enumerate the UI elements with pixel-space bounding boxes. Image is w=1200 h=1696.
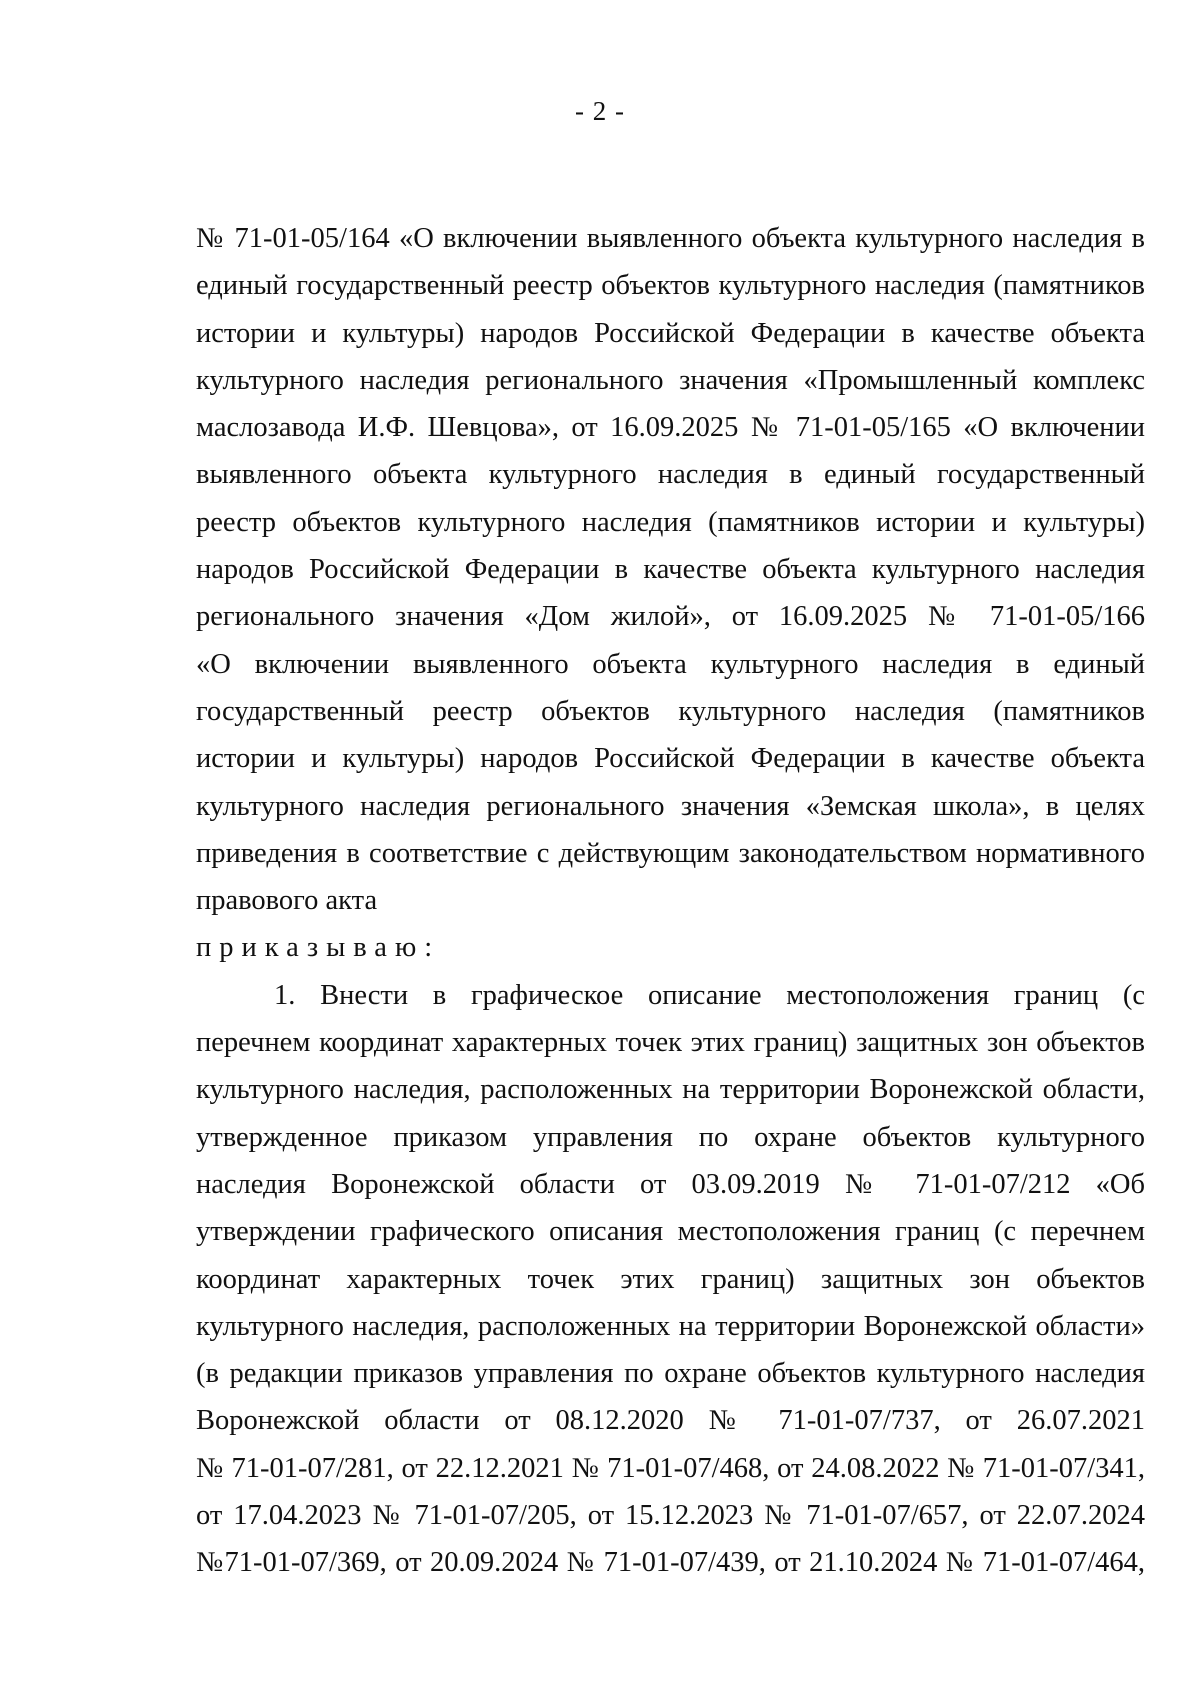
order-heading: приказываю: bbox=[196, 932, 441, 964]
text-line: наследия Воронежской области от 03.09.2019 № 71-01-07/212 «Об bbox=[196, 1168, 1145, 1200]
text-line: истории и культуры) народов Российской Федерации в качестве объекта bbox=[196, 743, 1145, 775]
text-line: «О включении выявленного объекта культурного наследия в единый bbox=[196, 648, 1145, 680]
text-line: культурного наследия, расположенных на территории Воронежской области, bbox=[196, 1074, 1145, 1106]
text-line: истории и культуры) народов Российской Федерации в качестве объекта bbox=[196, 317, 1145, 349]
text-line: №71-01-07/369, от 20.09.2024 № 71-01-07/439, от 21.10.2024 № 71-01-07/464, bbox=[196, 1547, 1145, 1579]
text-line: маслозавода И.Ф. Шевцова», от 16.09.2025 № 71-01-05/165 «О включении bbox=[196, 412, 1145, 444]
text-line: приведения в соответствие с действующим законодательством нормативного bbox=[196, 837, 1145, 869]
text-line: реестр объектов культурного наследия (памятников истории и культуры) bbox=[196, 506, 1145, 538]
text-line: утверждении графического описания местоположения границ (с перечнем bbox=[196, 1216, 1145, 1248]
text-line: регионального значения «Дом жилой», от 16.09.2025 № 71-01-05/166 bbox=[196, 601, 1145, 633]
text-line: № 71-01-07/281, от 22.12.2021 № 71-01-07/468, от 24.08.2022 № 71-01-07/341, bbox=[196, 1452, 1145, 1484]
item-1-paragraph bbox=[196, 972, 1145, 1587]
text-line: единый государственный реестр объектов культурного наследия (памятников bbox=[196, 270, 1145, 302]
page-number: - 2 - bbox=[575, 96, 625, 126]
text-line: от 17.04.2023 № 71-01-07/205, от 15.12.2023 № 71-01-07/657, от 22.07.2024 bbox=[196, 1500, 1145, 1532]
text-line: (в редакции приказов управления по охране объектов культурного наследия bbox=[196, 1358, 1145, 1390]
text-line: выявленного объекта культурного наследия в единый государственный bbox=[196, 459, 1145, 491]
text-line: государственный реестр объектов культурного наследия (памятников bbox=[196, 695, 1145, 727]
text-line: координат характерных точек этих границ) защитных зон объектов bbox=[196, 1263, 1145, 1295]
text-line: правового акта bbox=[196, 885, 378, 917]
text-line: культурного наследия, расположенных на территории Воронежской области» bbox=[196, 1310, 1145, 1342]
preamble-paragraph bbox=[196, 215, 1145, 924]
text-line: утвержденное приказом управления по охране объектов культурного bbox=[196, 1121, 1145, 1153]
document-body bbox=[196, 215, 1145, 1587]
text-line: народов Российской Федерации в качестве объекта культурного наследия bbox=[196, 554, 1145, 586]
text-line: перечнем координат характерных точек этих границ) защитных зон объектов bbox=[196, 1027, 1145, 1059]
text-line: культурного наследия регионального значения «Земская школа», в целях bbox=[196, 790, 1145, 822]
text-line: 1. Внести в графическое описание местоположения границ (с bbox=[274, 979, 1145, 1011]
text-line: № 71-01-05/164 «О включении выявленного объекта культурного наследия в bbox=[196, 223, 1145, 254]
text-line: Воронежской области от 08.12.2020 № 71-01-07/737, от 26.07.2021 bbox=[196, 1405, 1145, 1437]
text-line: культурного наследия регионального значения «Промышленный комплекс bbox=[196, 364, 1145, 396]
